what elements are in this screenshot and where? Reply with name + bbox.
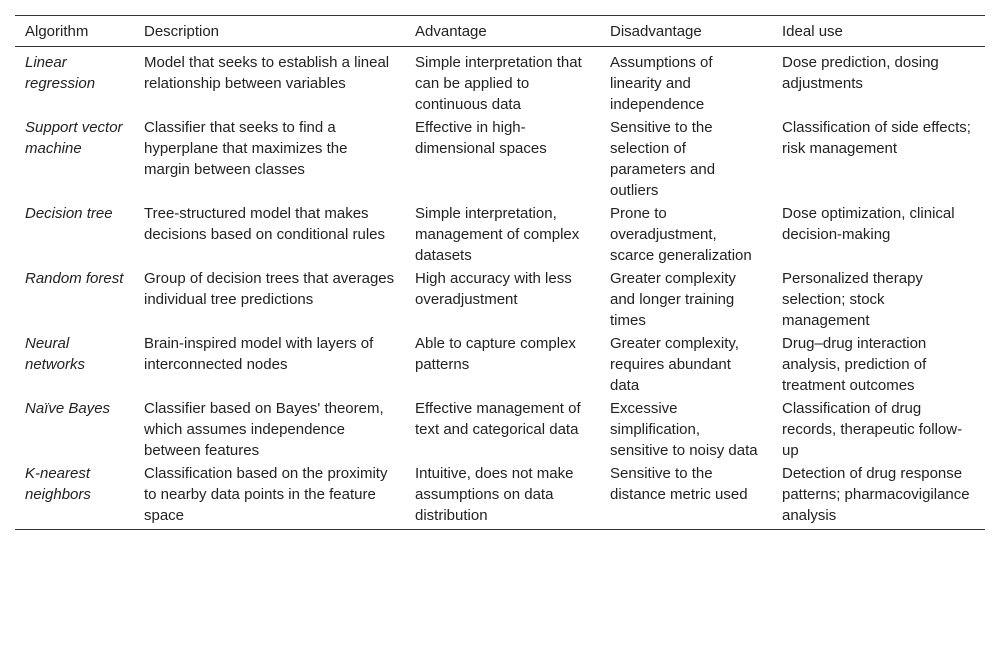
table-row <box>15 462 985 530</box>
algorithms-table-container <box>15 15 985 530</box>
cell-advantage: Simple interpretation, management of complex datasets <box>415 205 580 264</box>
cell-algorithm: K-nearest neighbors <box>25 465 91 503</box>
cell-algorithm: Decision tree <box>25 205 113 222</box>
cell-disadvantage: Greater complexity, requires abundant data <box>610 335 739 394</box>
cell-description: Classifier based on Bayes' theorem, which assumes independence between features <box>144 400 384 459</box>
header-description: Description <box>144 23 220 40</box>
table-row <box>15 47 985 117</box>
cell-advantage: Able to capture complex patterns <box>415 335 576 373</box>
table-row <box>15 397 985 462</box>
cell-algorithm: Naïve Bayes <box>25 400 111 417</box>
cell-disadvantage: Sensitive to the distance metric used <box>610 465 748 503</box>
cell-description: Classifier that seeks to find a hyperplane that maximizes the margin between classes <box>144 119 348 178</box>
table-row <box>15 116 985 202</box>
header-ideal-use: Ideal use <box>782 23 843 40</box>
cell-ideal-use: Personalized therapy selection; stock management <box>782 270 923 329</box>
header-disadvantage: Disadvantage <box>610 23 702 40</box>
cell-description: Model that seeks to establish a lineal relationship between variables <box>144 54 390 92</box>
cell-ideal-use: Drug–drug interaction analysis, prediction of treatment outcomes <box>782 335 927 394</box>
cell-description: Tree-structured model that makes decisions based on conditional rules <box>144 205 385 243</box>
table-header <box>15 16 985 47</box>
table-row <box>15 332 985 397</box>
cell-ideal-use: Classification of side effects; risk management <box>782 119 971 157</box>
cell-algorithm: Support vector machine <box>25 119 123 157</box>
cell-ideal-use: Classification of drug records, therapeutic follow-up <box>782 400 963 459</box>
cell-disadvantage: Assumptions of linearity and independence <box>610 54 713 113</box>
table-row <box>15 202 985 267</box>
cell-disadvantage: Prone to overadjustment, scarce generalization <box>610 205 752 264</box>
cell-disadvantage: Excessive simplification, sensitive to noisy data <box>610 400 758 459</box>
cell-advantage: Effective management of text and categorical data <box>415 400 581 438</box>
header-algorithm: Algorithm <box>25 23 89 40</box>
cell-algorithm: Neural networks <box>25 335 86 373</box>
header-row <box>15 16 985 47</box>
header-advantage: Advantage <box>415 23 487 40</box>
cell-disadvantage: Sensitive to the selection of parameters and outliers <box>610 119 716 199</box>
cell-description: Classification based on the proximity to nearby data points in the feature space <box>144 465 388 524</box>
algorithms-table <box>15 15 985 530</box>
cell-advantage: High accuracy with less overadjustment <box>415 270 572 308</box>
cell-ideal-use: Dose optimization, clinical decision-making <box>782 205 955 243</box>
table-body <box>15 47 985 530</box>
cell-advantage: Effective in high-dimensional spaces <box>415 119 547 157</box>
cell-algorithm: Random forest <box>25 270 124 287</box>
cell-description: Group of decision trees that averages individual tree predictions <box>144 270 395 308</box>
cell-advantage: Simple interpretation that can be applied to continuous data <box>415 54 582 113</box>
cell-algorithm: Linear regression <box>25 54 96 92</box>
table-row <box>15 267 985 332</box>
cell-advantage: Intuitive, does not make assumptions on data distribution <box>415 465 574 524</box>
cell-ideal-use: Dose prediction, dosing adjustments <box>782 54 939 92</box>
cell-description: Brain-inspired model with layers of interconnected nodes <box>144 335 374 373</box>
cell-ideal-use: Detection of drug response patterns; pharmacovigilance analysis <box>782 465 970 524</box>
cell-disadvantage: Greater complexity and longer training times <box>610 270 736 329</box>
